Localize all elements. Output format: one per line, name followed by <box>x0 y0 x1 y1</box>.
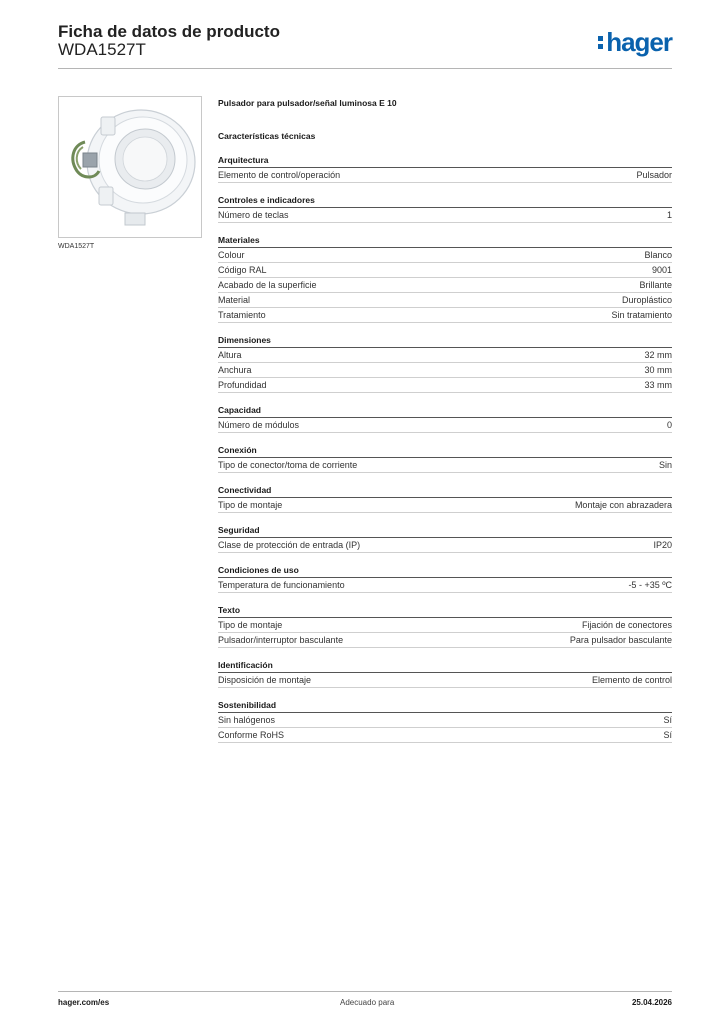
spec-value: 33 mm <box>644 380 672 390</box>
footer-divider <box>58 991 672 992</box>
spec-value: 30 mm <box>644 365 672 375</box>
footer-website: hager.com/es <box>58 998 110 1007</box>
spec-label: Profundidad <box>218 380 267 390</box>
spec-label: Número de teclas <box>218 210 289 220</box>
spec-row <box>218 673 672 688</box>
section-title: Seguridad <box>218 524 672 538</box>
spec-label: Clase de protección de entrada (IP) <box>218 540 361 550</box>
header-divider <box>58 68 672 69</box>
spec-label: Temperatura de funcionamiento <box>218 580 345 590</box>
spec-value: Pulsador <box>636 170 672 180</box>
spec-value: Brillante <box>639 280 672 290</box>
spec-label: Número de módulos <box>218 420 300 430</box>
spec-label: Elemento de control/operación <box>218 170 341 180</box>
spec-row <box>218 633 672 648</box>
spec-value: Sin tratamiento <box>611 310 672 320</box>
spec-section <box>218 604 672 648</box>
spec-section <box>218 404 672 433</box>
spec-section <box>218 524 672 553</box>
pushbutton-illustration <box>59 97 201 237</box>
section-title: Dimensiones <box>218 334 672 348</box>
spec-row <box>218 278 672 293</box>
spec-row <box>218 308 672 323</box>
spec-value: Montaje con abrazadera <box>574 500 672 510</box>
spec-value: 32 mm <box>644 350 672 360</box>
spec-label: Tipo de conector/toma de corriente <box>218 460 358 470</box>
spec-row <box>218 713 672 728</box>
spec-value: Sí <box>663 715 672 725</box>
spec-section <box>218 154 672 183</box>
spec-row <box>218 538 672 553</box>
spec-value: IP20 <box>653 540 672 550</box>
section-title: Conectividad <box>218 484 672 498</box>
section-title: Sostenibilidad <box>218 699 672 713</box>
spec-section <box>218 699 672 743</box>
spec-value: Sí <box>663 730 672 740</box>
section-title: Capacidad <box>218 404 672 418</box>
section-title: Condiciones de uso <box>218 564 672 578</box>
spec-row <box>218 378 672 393</box>
spec-row <box>218 263 672 278</box>
product-code: WDA1527T <box>58 40 146 59</box>
spec-label: Anchura <box>218 365 252 375</box>
spec-label: Código RAL <box>218 265 267 275</box>
spec-value: Blanco <box>644 250 672 260</box>
section-title: Identificación <box>218 659 672 673</box>
spec-value: Para pulsador basculante <box>569 635 672 645</box>
spec-value: 1 <box>666 210 672 220</box>
spec-label: Colour <box>218 250 245 260</box>
tech-characteristics-heading: Características técnicas <box>218 131 316 141</box>
spec-value: 9001 <box>651 265 672 275</box>
spec-label: Material <box>218 295 251 305</box>
spec-section <box>218 659 672 688</box>
spec-label: Disposición de montaje <box>218 675 312 685</box>
spec-label: Acabado de la superficie <box>218 280 317 290</box>
logo-wordmark: hager <box>606 27 672 57</box>
spec-value: Duroplástico <box>621 295 672 305</box>
spec-row <box>218 458 672 473</box>
spec-value: 0 <box>666 420 672 430</box>
footer-date: 25.04.2026 <box>631 998 672 1007</box>
spec-row <box>218 578 672 593</box>
spec-value: -5 - +35 ºC <box>628 580 672 590</box>
section-title: Materiales <box>218 234 672 248</box>
spec-sections <box>218 154 672 743</box>
spec-label: Tratamiento <box>218 310 266 320</box>
logo-colon-icon <box>598 33 603 52</box>
product-image <box>58 96 202 238</box>
spec-row <box>218 208 672 223</box>
section-title: Texto <box>218 604 672 618</box>
spec-row <box>218 618 672 633</box>
spec-section <box>218 484 672 513</box>
spec-value: Fijación de conectores <box>581 620 672 630</box>
spec-row <box>218 418 672 433</box>
spec-label: Tipo de montaje <box>218 500 283 510</box>
spec-section <box>218 234 672 323</box>
spec-row <box>218 498 672 513</box>
spec-section <box>218 334 672 393</box>
spec-value: Sin <box>658 460 672 470</box>
spec-label: Tipo de montaje <box>218 620 283 630</box>
spec-row <box>218 728 672 743</box>
spec-section <box>218 194 672 223</box>
spec-label: Pulsador/interruptor basculante <box>218 635 344 645</box>
spec-row <box>218 248 672 263</box>
spec-content <box>218 96 672 743</box>
hager-logo <box>598 28 672 56</box>
section-title: Conexión <box>218 444 672 458</box>
spec-label: Sin halógenos <box>218 715 276 725</box>
spec-row <box>218 363 672 378</box>
spec-row <box>218 348 672 363</box>
image-caption: WDA1527T <box>58 243 95 250</box>
spec-value: Elemento de control <box>591 675 672 685</box>
spec-label: Altura <box>218 350 242 360</box>
spec-label: Conforme RoHS <box>218 730 285 740</box>
product-name: Pulsador para pulsador/señal luminosa E 10 <box>218 98 397 108</box>
footer-suitable-for: Adecuado para <box>340 998 395 1007</box>
spec-row <box>218 168 672 183</box>
spec-section <box>218 444 672 473</box>
spec-row <box>218 293 672 308</box>
spec-section <box>218 564 672 593</box>
section-title: Arquitectura <box>218 154 672 168</box>
section-title: Controles e indicadores <box>218 194 672 208</box>
page-title: Ficha de datos de producto <box>58 22 280 41</box>
